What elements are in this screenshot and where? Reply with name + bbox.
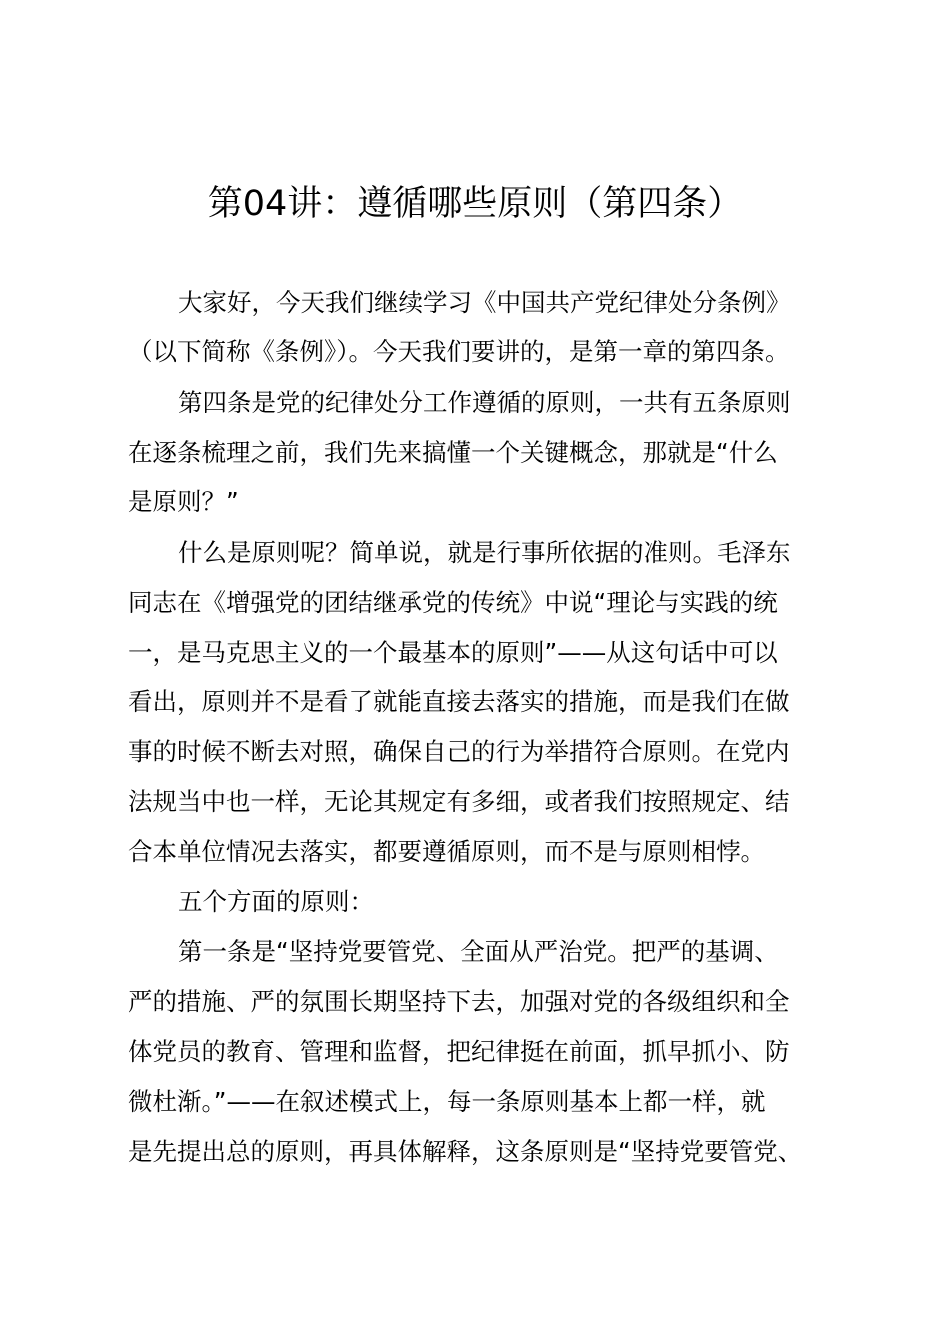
text-line: 大家好，今天我们继续学习《中国共产党纪律处分条例》 [178, 288, 791, 317]
text-line: 第四条是党的纪律处分工作遵循的原则，一共有五条原则 [178, 388, 791, 417]
text-line: 什么是原则呢？简单说，就是行事所依据的准则。毛泽东 [178, 538, 791, 567]
text-line: 一，是马克思主义的一个最基本的原则”——从这句话中可以 [128, 638, 778, 667]
text-line: 合本单位情况去落实，都要遵循原则，而不是与原则相悖。 [128, 837, 765, 866]
text-line: 是先提出总的原则，再具体解释，这条原则是“坚持党要管党、 [128, 1137, 803, 1166]
text-line: 法规当中也一样，无论其规定有多细，或者我们按照规定、结 [128, 787, 790, 816]
text-line: 事的时候不断去对照，确保自己的行为举措符合原则。在党内 [128, 737, 790, 766]
text-line: 在逐条梳理之前，我们先来搞懂一个关键概念，那就是“什么 [128, 438, 778, 467]
text-line: （以下简称《条例》）。今天我们要讲的，是第一章的第四条。 [128, 337, 790, 366]
text-line: 体党员的教育、管理和监督，把纪律挺在前面，抓早抓小、防 [128, 1037, 790, 1066]
text-line: 同志在《增强党的团结继承党的传统》中说“理论与实践的统 [128, 588, 778, 617]
document-title: 第04讲：遵循哪些原则（第四条） [207, 184, 743, 224]
text-line: 五个方面的原则： [178, 887, 374, 916]
text-line: 是原则？” [128, 487, 239, 516]
text-line: 严的措施、严的氛围长期坚持下去，加强对党的各级组织和全 [128, 987, 790, 1016]
text-line: 看出，原则并不是看了就能直接去落实的措施，而是我们在做 [128, 687, 790, 716]
text-line: 微杜渐。”——在叙述模式上，每一条原则基本上都一样，就 [128, 1087, 766, 1116]
text-line: 第一条是“坚持党要管党、全面从严治党。把严的基调、 [178, 937, 779, 966]
